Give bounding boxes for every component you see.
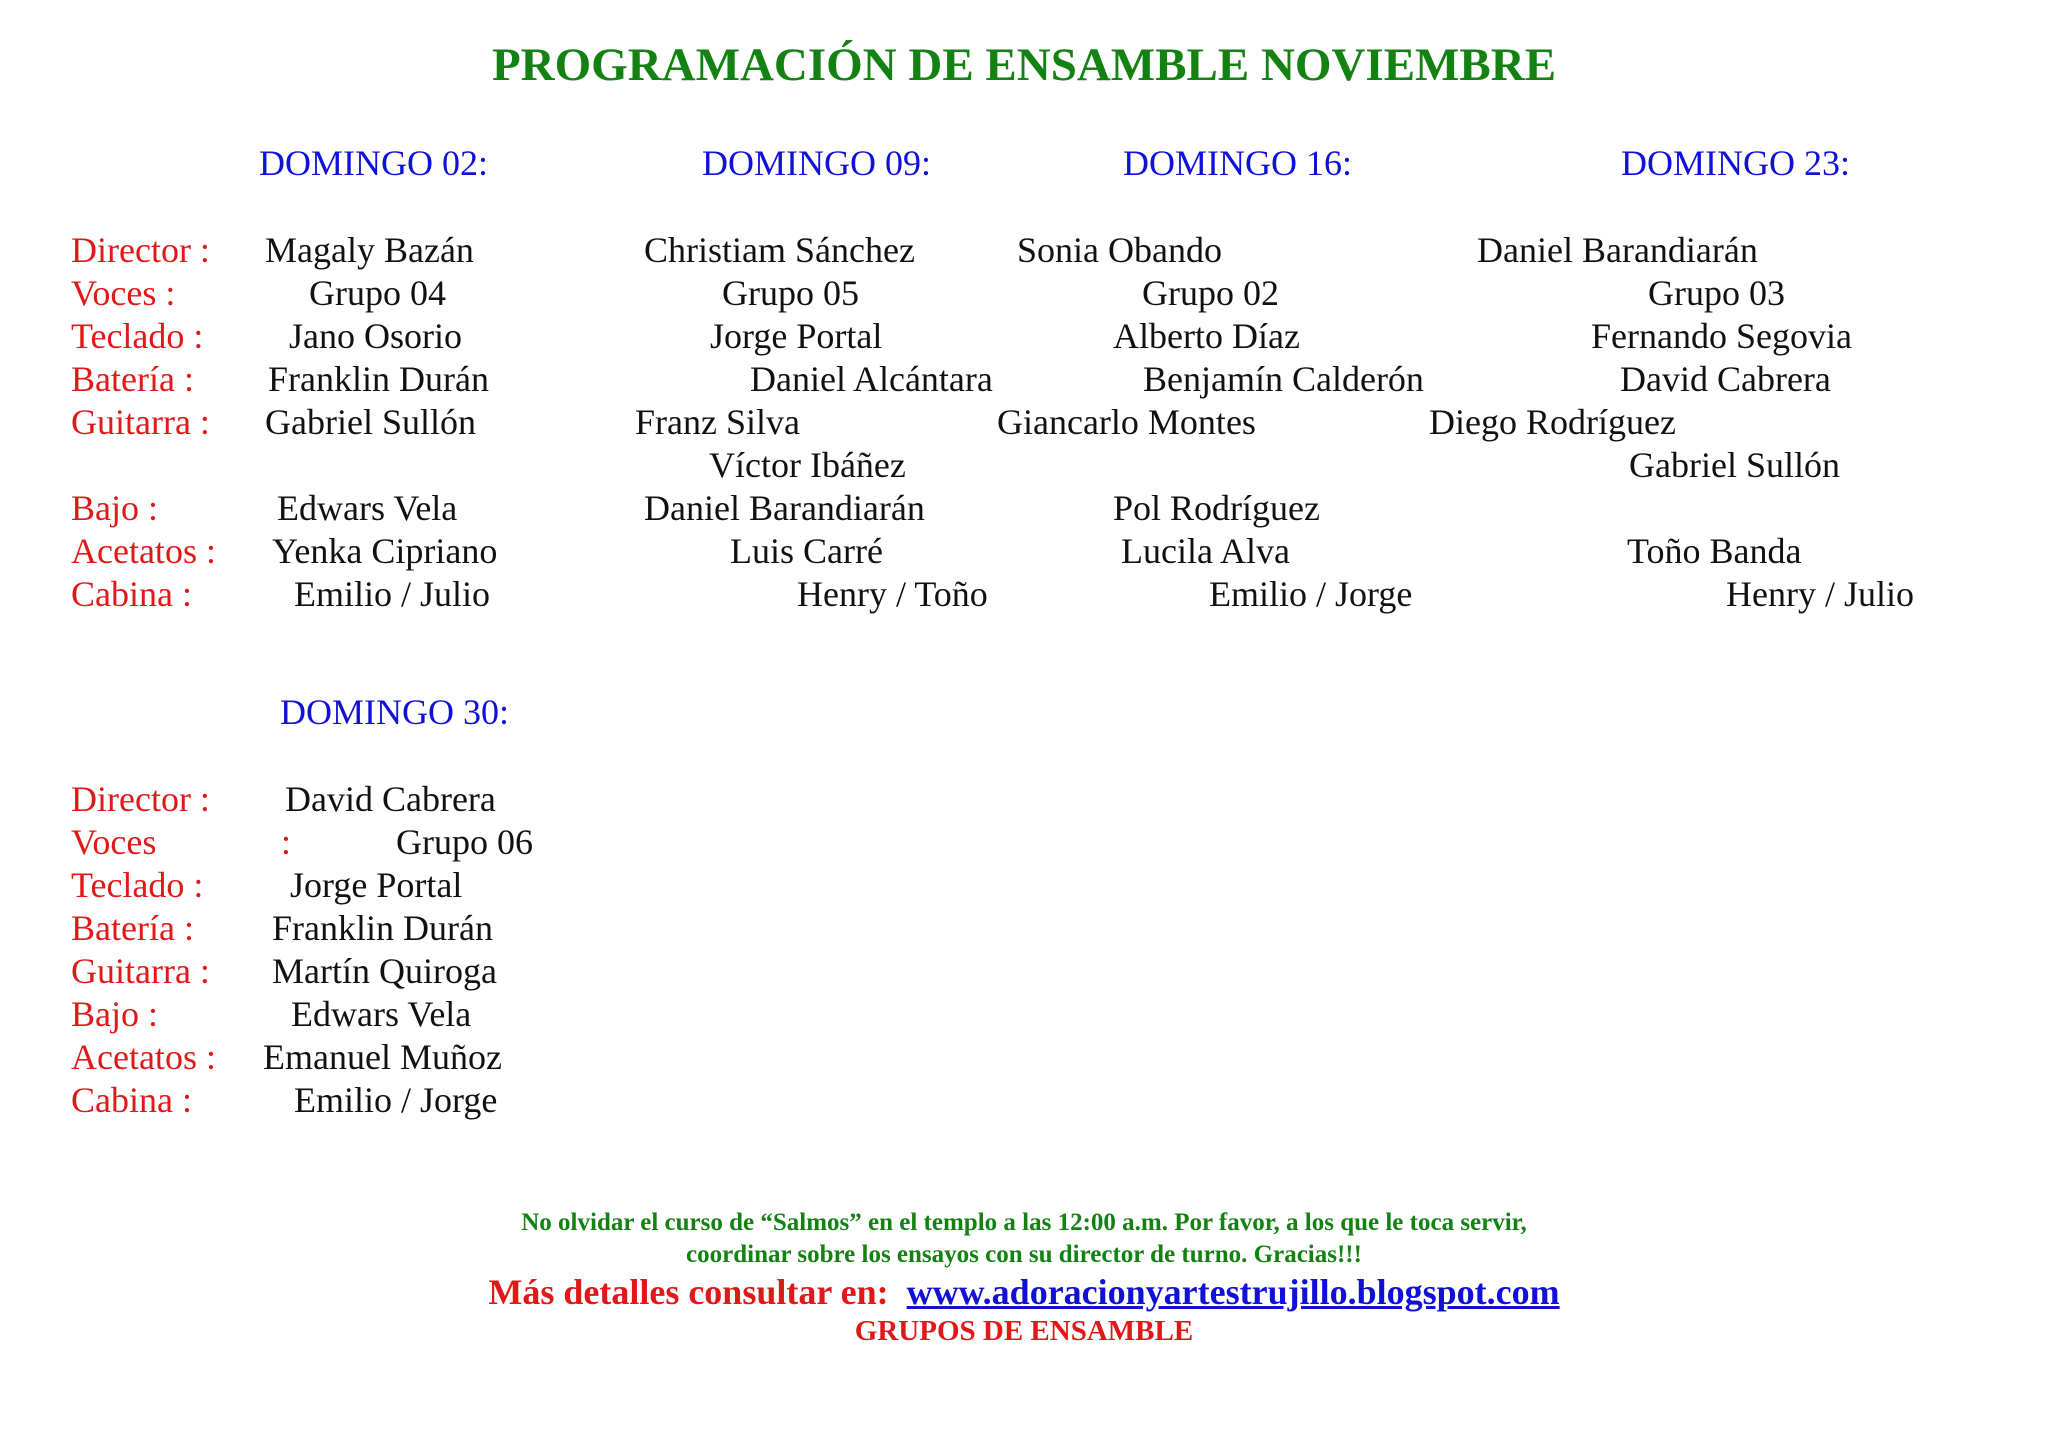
label-bajo: Bajo : <box>71 994 158 1034</box>
d09-director: Christiam Sánchez <box>644 230 915 270</box>
footer-note-line-2: coordinar sobre los ensayos con su director de turno. Gracias!!! <box>686 1241 1362 1268</box>
d23-cabina: Henry / Julio <box>1726 574 1914 614</box>
more-details-line <box>0 1271 2048 1313</box>
ensemble-groups-heading: GRUPOS DE ENSAMBLE <box>854 1315 1194 1347</box>
d09-bateria: Daniel Alcántara <box>750 359 993 399</box>
d16-teclado: Alberto Díaz <box>1113 316 1300 356</box>
d16-voces: Grupo 02 <box>1142 273 1279 313</box>
label-acetatos: Acetatos : <box>71 531 216 571</box>
label-voces: Voces <box>71 822 157 862</box>
footer-note-line-1: No olvidar el curso de “Salmos” en el templo a las 12:00 a.m. Por favor, a los que le toca servir, <box>521 1209 1527 1236</box>
d09-acetatos: Luis Carré <box>730 531 883 571</box>
d09-guitarra: Franz Silva <box>635 402 800 442</box>
label-teclado: Teclado : <box>71 316 204 356</box>
label-guitarra: Guitarra : <box>71 951 210 991</box>
label-guitarra: Guitarra : <box>71 402 210 442</box>
label-voces-colon: : <box>281 822 292 862</box>
d02-acetatos: Yenka Cipriano <box>272 531 498 571</box>
d16-acetatos: Lucila Alva <box>1121 531 1290 571</box>
day-heading-16: DOMINGO 16: <box>1123 143 1352 183</box>
d02-cabina: Emilio / Julio <box>294 574 491 614</box>
d30-guitarra: Martín Quiroga <box>272 951 497 991</box>
d23-acetatos: Toño Banda <box>1627 531 1802 571</box>
label-director: Director : <box>71 779 210 819</box>
day-heading-02: DOMINGO 02: <box>259 143 488 183</box>
d23-bateria: David Cabrera <box>1620 359 1831 399</box>
d09-teclado: Jorge Portal <box>710 316 883 356</box>
d30-teclado: Jorge Portal <box>290 865 463 905</box>
label-voces: Voces : <box>71 273 176 313</box>
day-heading-23: DOMINGO 23: <box>1621 143 1850 183</box>
page-title: PROGRAMACIÓN DE ENSAMBLE NOVIEMBRE <box>491 39 1557 91</box>
d09-cabina: Henry / Toño <box>797 574 988 614</box>
d09-bajo: Daniel Barandiarán <box>644 488 925 528</box>
d30-bajo: Edwars Vela <box>291 994 472 1034</box>
day-heading-30: DOMINGO 30: <box>280 692 509 732</box>
blog-link[interactable]: www.adoracionyartestrujillo.blogspot.com <box>906 1272 1560 1312</box>
d30-bateria: Franklin Durán <box>272 908 493 948</box>
more-details-label: Más detalles consultar en: <box>488 1272 889 1312</box>
d30-cabina: Emilio / Jorge <box>294 1080 498 1120</box>
d02-director: Magaly Bazán <box>265 230 474 270</box>
d16-guitarra: Giancarlo Montes <box>997 402 1256 442</box>
label-bateria: Batería : <box>71 359 194 399</box>
d23-voces: Grupo 03 <box>1648 273 1785 313</box>
label-director: Director : <box>71 230 210 270</box>
d16-bajo: Pol Rodríguez <box>1113 488 1320 528</box>
d09-guitarra-2: Víctor Ibáñez <box>709 445 906 485</box>
d23-teclado: Fernando Segovia <box>1591 316 1852 356</box>
day-heading-09: DOMINGO 09: <box>702 143 931 183</box>
d02-teclado: Jano Osorio <box>289 316 462 356</box>
label-bateria: Batería : <box>71 908 194 948</box>
label-bajo: Bajo : <box>71 488 158 528</box>
d02-bateria: Franklin Durán <box>268 359 489 399</box>
label-cabina: Cabina : <box>71 574 192 614</box>
d23-guitarra: Diego Rodríguez <box>1429 402 1676 442</box>
d23-director: Daniel Barandiarán <box>1477 230 1758 270</box>
d02-voces: Grupo 04 <box>309 273 446 313</box>
label-acetatos: Acetatos : <box>71 1037 216 1077</box>
d02-guitarra: Gabriel Sullón <box>265 402 476 442</box>
d16-cabina: Emilio / Jorge <box>1209 574 1413 614</box>
label-cabina: Cabina : <box>71 1080 192 1120</box>
d09-voces: Grupo 05 <box>722 273 859 313</box>
d02-bajo: Edwars Vela <box>277 488 458 528</box>
d30-acetatos: Emanuel Muñoz <box>263 1037 502 1077</box>
d23-guitarra-2: Gabriel Sullón <box>1629 445 1840 485</box>
d16-bateria: Benjamín Calderón <box>1143 359 1424 399</box>
label-teclado: Teclado : <box>71 865 204 905</box>
d16-director: Sonia Obando <box>1017 230 1222 270</box>
d30-voces: Grupo 06 <box>396 822 533 862</box>
d30-director: David Cabrera <box>285 779 496 819</box>
